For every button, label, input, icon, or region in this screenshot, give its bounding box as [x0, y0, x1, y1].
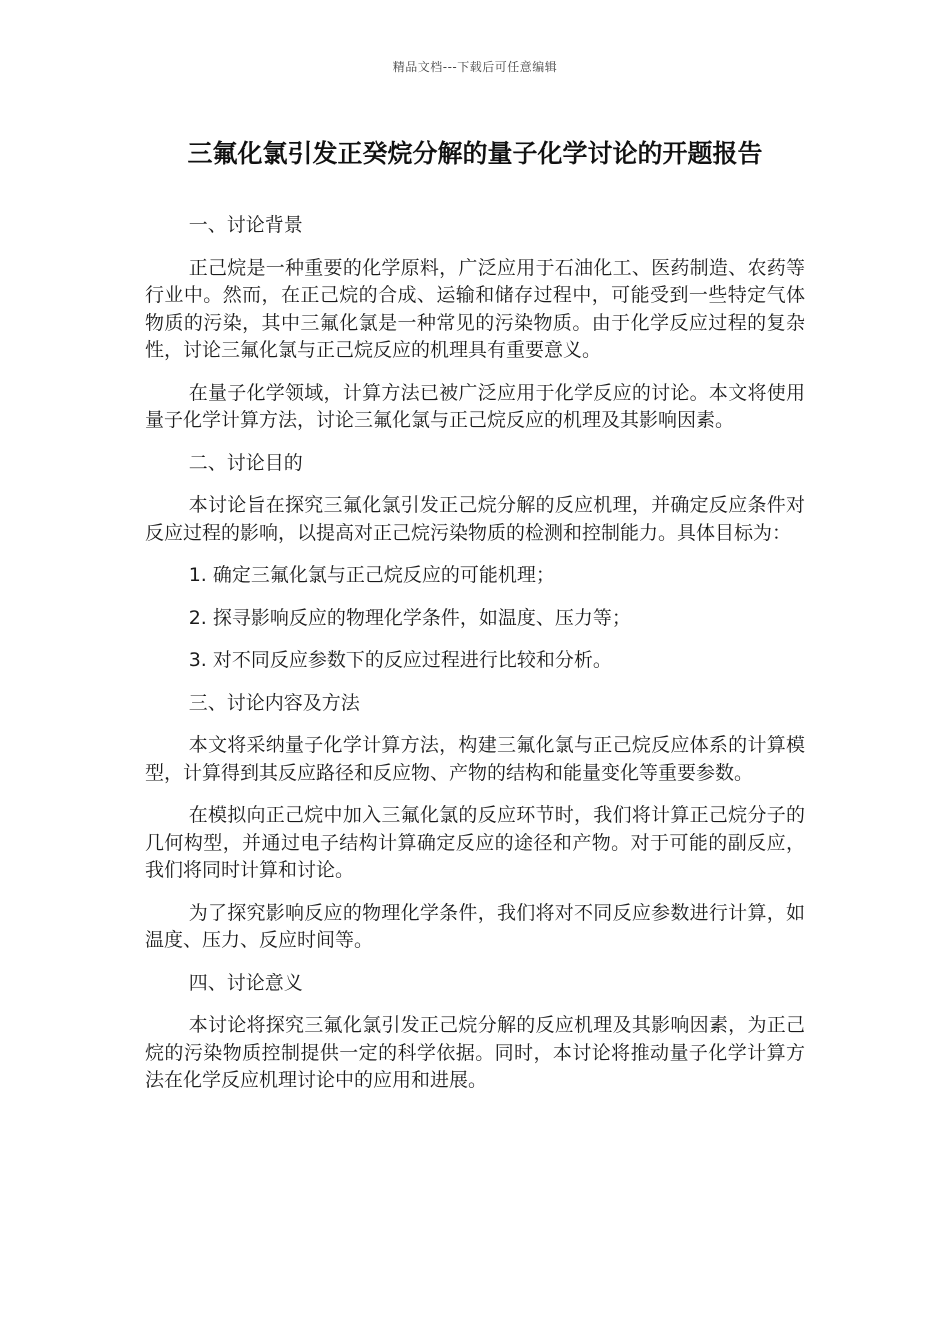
paragraph: 在量子化学领域，计算方法已被广泛应用于化学反应的讨论。本文将使用量子化学计算方法，讨论三氟化氯与正己烷反应的机理及其影响因素。 — [145, 381, 805, 431]
paragraph: 正己烷是一种重要的化学原料，广泛应用于石油化工、医药制造、农药等行业中。然而，在正己烷的合成、运输和储存过程中，可能受到一些特定气体物质的污染，其中三氟化氯是一种常见的污染物质。由于化学反应过程的复杂性，讨论三氟化氯与正己烷反应的机理具有重要意义。 — [145, 256, 805, 361]
document-body — [145, 212, 805, 1110]
section-heading-background: 一、讨论背景 — [188, 214, 303, 236]
section-heading-content-methods: 三、讨论内容及方法 — [188, 691, 360, 714]
document-title: 三氟化氯引发正癸烷分解的量子化学讨论的开题报告 — [187, 139, 763, 168]
paragraph: 本讨论将探究三氟化氯引发正己烷分解的反应机理及其影响因素，为正己烷的污染物质控制提供一定的科学依据。同时，本讨论将推动量子化学计算方法在化学反应机理讨论中的应用和进展。 — [145, 1014, 805, 1091]
header-note: 精品文档---下载后可任意编辑 — [392, 60, 558, 74]
paragraph: 为了探究影响反应的物理化学条件，我们将对不同反应参数进行计算，如温度、压力、反应时间等。 — [145, 901, 805, 951]
paragraph: 本文将采纳量子化学计算方法，构建三氟化氯与正己烷反应体系的计算模型，计算得到其反应路径和反应物、产物的结构和能量变化等重要参数。 — [145, 734, 805, 784]
paragraph: 本讨论旨在探究三氟化氯引发正己烷分解的反应机理，并确定反应条件对反应过程的影响，以提高对正己烷污染物质的检测和控制能力。具体目标为： — [145, 494, 805, 544]
list-item: 1. 确定三氟化氯与正己烷反应的可能机理； — [188, 564, 555, 586]
section-heading-significance: 四、讨论意义 — [188, 971, 303, 994]
list-item: 3. 对不同反应参数下的反应过程进行比较和分析。 — [188, 649, 612, 671]
section-heading-purpose: 二、讨论目的 — [188, 451, 303, 474]
list-item: 2. 探寻影响反应的物理化学条件，如温度、压力等； — [188, 606, 631, 629]
paragraph: 在模拟向正己烷中加入三氟化氯的反应环节时，我们将计算正己烷分子的几何构型，并通过电子结构计算确定反应的途径和产物。对于可能的副反应，我们将同时计算和讨论。 — [145, 804, 805, 881]
